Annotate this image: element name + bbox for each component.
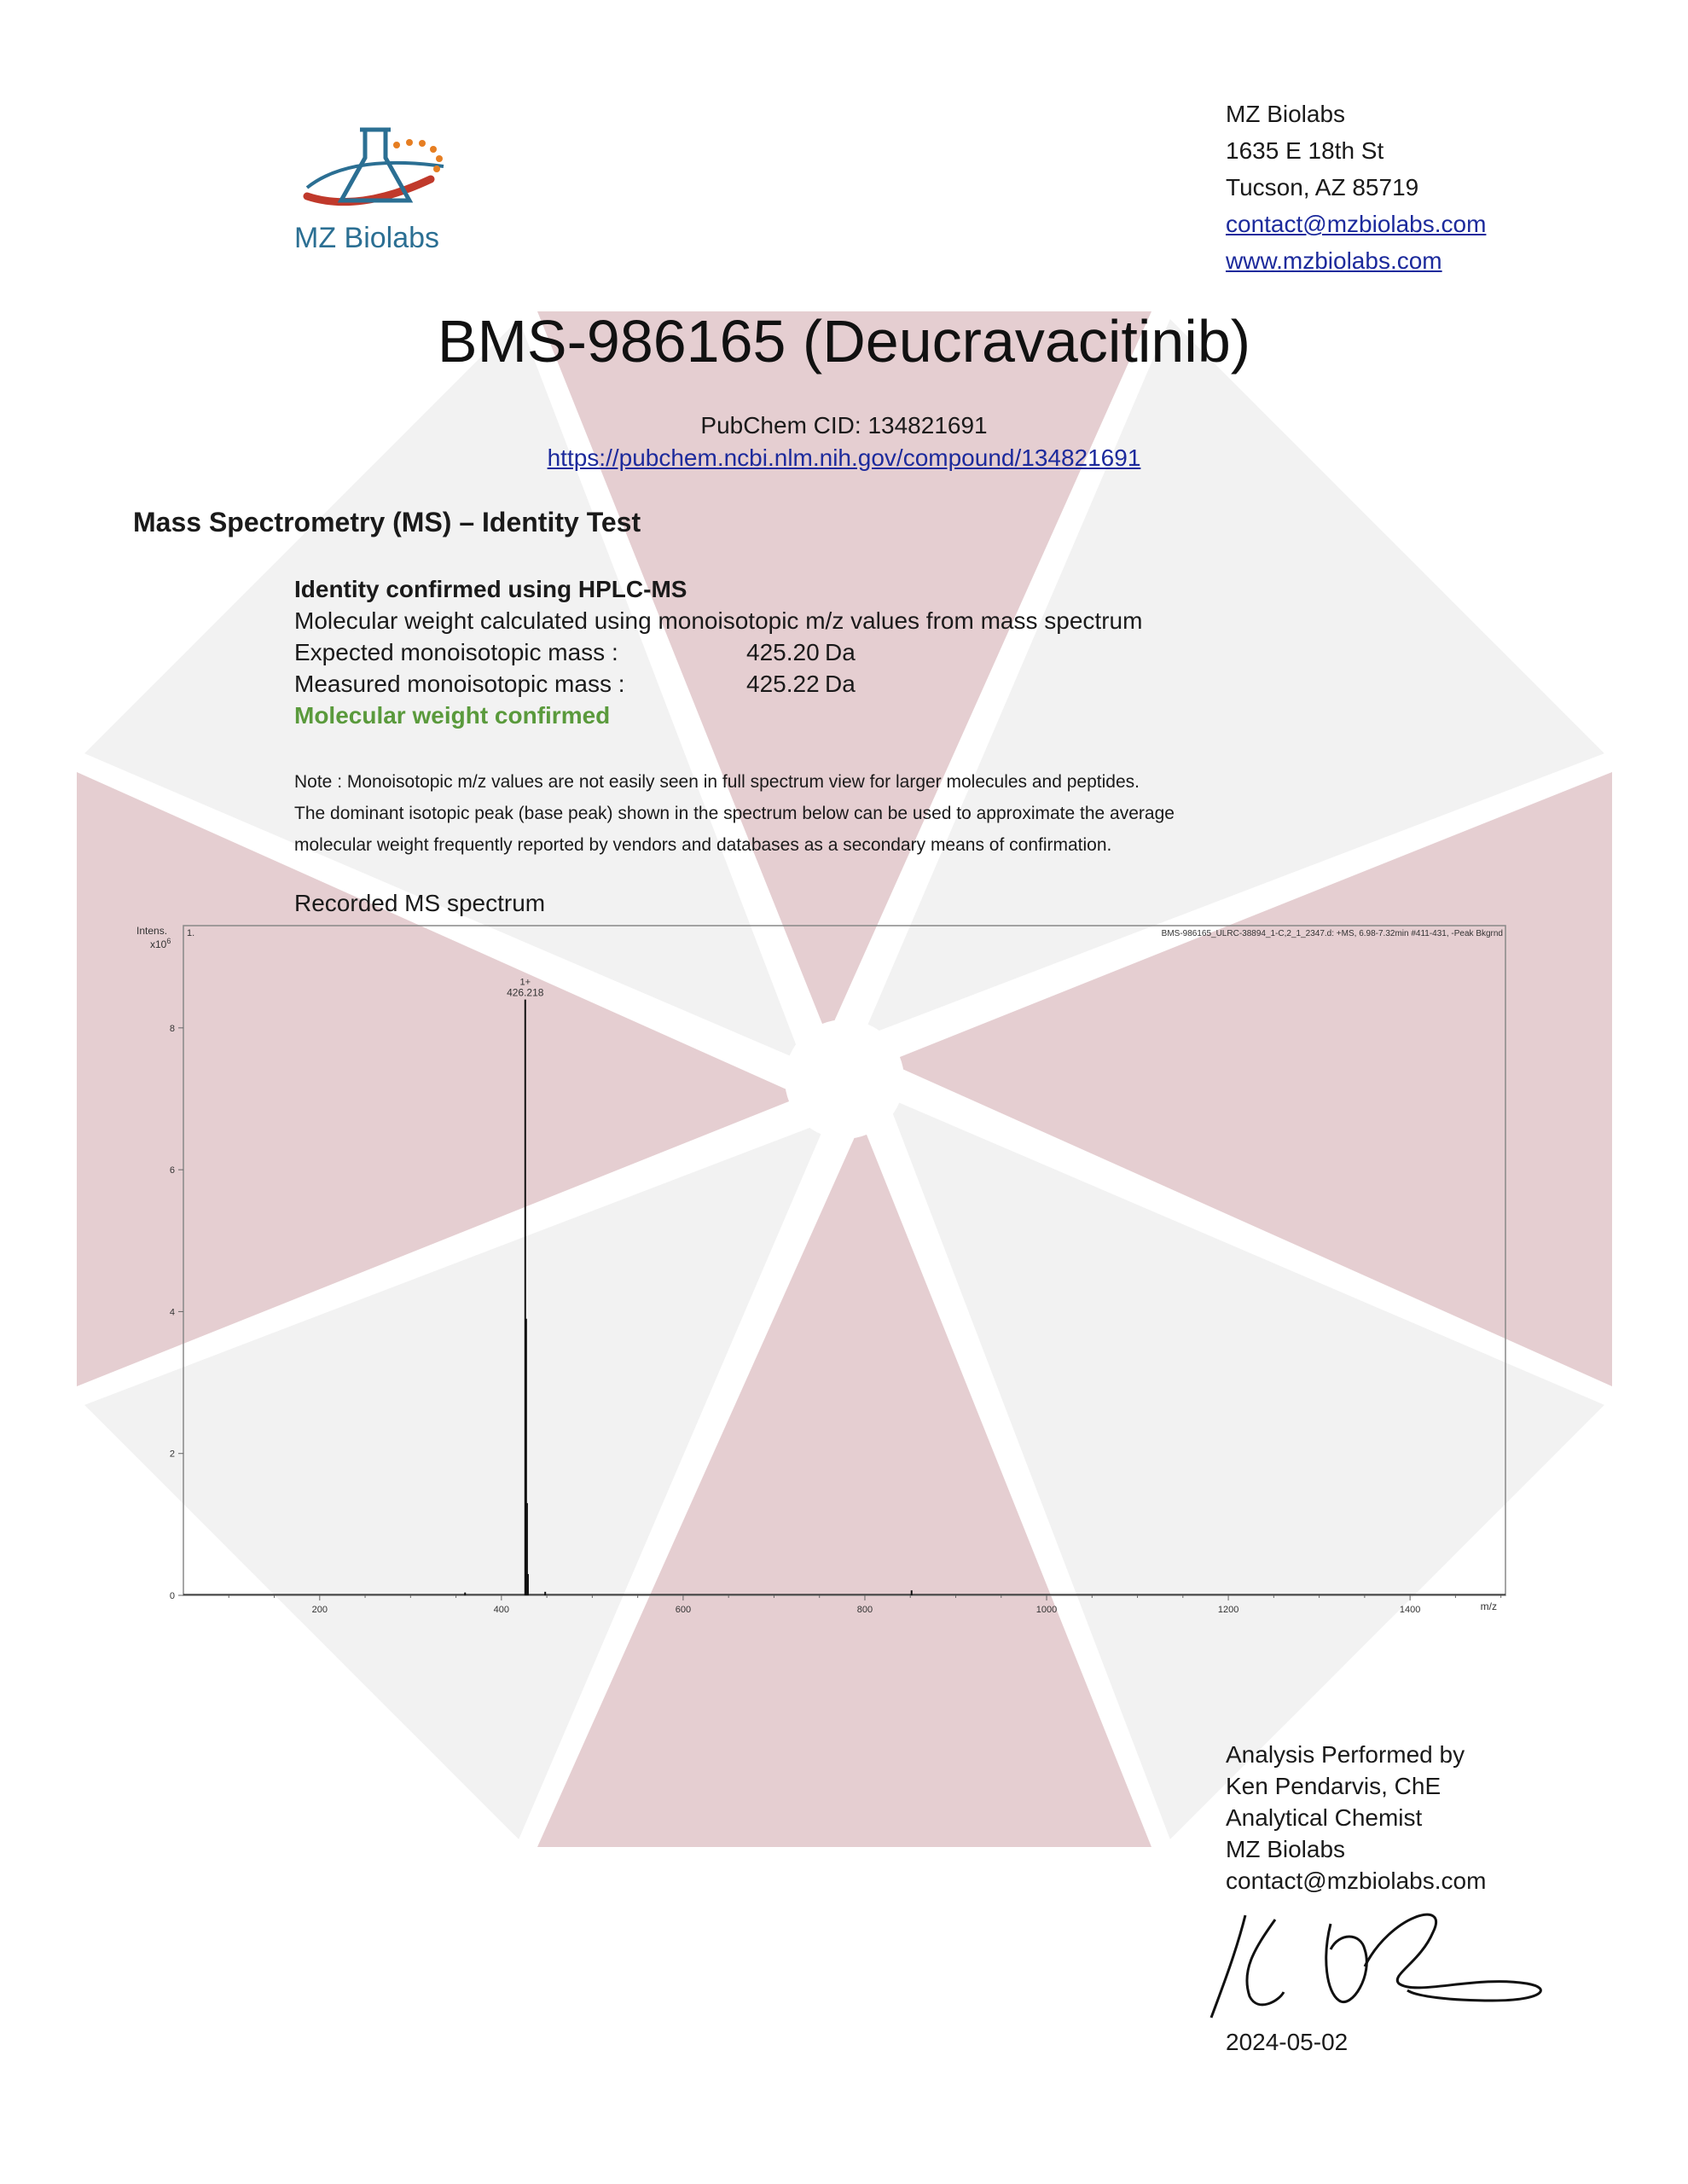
note-line: The dominant isotopic peak (base peak) shown in the spectrum below can be used to approximate the average [294, 804, 1175, 823]
panel-index: 1. [187, 928, 195, 938]
section-title: Mass Spectrometry (MS) – Identity Test [133, 507, 641, 537]
company-address [1226, 96, 1486, 279]
y-axis-scale-base: x10 [150, 938, 167, 950]
company-name: MZ Biolabs [1226, 101, 1346, 127]
spectrum-header: BMS-986165_ULRC-38894_1-C,2_1_2347.d: +MS, 6.98-7.32min #411-431, -Peak Bkgrnd [1161, 929, 1503, 938]
expected-mass-unit: Da [825, 639, 856, 665]
x-tick-label: 200 [311, 1605, 328, 1612]
x-tick-label: 1000 [1035, 1605, 1058, 1612]
y-tick-label: 4 [169, 1307, 175, 1318]
expected-mass-value: 425.20 [746, 639, 820, 665]
signature-image [1203, 1898, 1561, 2026]
plot-frame [183, 926, 1505, 1595]
email-link[interactable]: contact@mzbiolabs.com [1226, 211, 1487, 237]
ms-spectrum-chart [128, 917, 1510, 1612]
pubchem-cid: PubChem CID: 134821691 [700, 412, 988, 439]
pubchem-reference [0, 410, 1688, 474]
y-axis-label: Intens. [136, 925, 168, 937]
x-tick-label: 1200 [1217, 1605, 1239, 1612]
x-axis-label: m/z [1480, 1600, 1497, 1612]
measured-mass-value: 425.22 [746, 671, 820, 697]
y-tick-label: 2 [169, 1449, 175, 1460]
flask-icon [281, 119, 478, 222]
x-tick-label: 400 [493, 1605, 510, 1612]
y-tick-label: 6 [169, 1165, 175, 1176]
x-tick-label: 1400 [1399, 1605, 1421, 1612]
measured-mass-unit: Da [825, 671, 856, 697]
analyst-name: Ken Pendarvis, ChE [1226, 1773, 1441, 1799]
analyst-role: Analytical Chemist [1226, 1804, 1423, 1831]
peak-charge-label: 1+ [519, 977, 531, 988]
method-line: Identity confirmed using HPLC-MS [294, 576, 687, 602]
analyst-email: contact@mzbiolabs.com [1226, 1867, 1487, 1894]
analysis-signoff [1226, 1739, 1486, 1896]
pubchem-link[interactable]: https://pubchem.ncbi.nlm.nih.gov/compound/134821691 [547, 444, 1141, 471]
x-tick-label: 800 [856, 1605, 873, 1612]
spectrum-label: Recorded MS spectrum [294, 890, 546, 916]
y-axis-scale [150, 937, 171, 950]
x-tick-label: 600 [675, 1605, 692, 1612]
street-address: 1635 E 18th St [1226, 137, 1384, 164]
measured-mass-row [294, 668, 1142, 700]
identity-results [294, 573, 1142, 731]
company-logo [281, 119, 478, 264]
note-block [294, 766, 1175, 861]
signoff-heading: Analysis Performed by [1226, 1741, 1465, 1768]
result-confirmation: Molecular weight confirmed [294, 702, 611, 729]
y-tick-label: 0 [169, 1591, 175, 1601]
signoff-date: 2024-05-02 [1226, 2029, 1349, 2055]
peak-mz-label: 426.218 [507, 986, 544, 999]
expected-mass-label: Expected monoisotopic mass : [294, 639, 618, 665]
measured-mass-label: Measured monoisotopic mass : [294, 671, 625, 697]
city-state-zip: Tucson, AZ 85719 [1226, 174, 1419, 200]
website-link[interactable]: www.mzbiolabs.com [1226, 247, 1442, 274]
compound-title: BMS-986165 (Deucravacitinib) [437, 308, 1251, 375]
logo-wordmark: MZ Biolabs [294, 222, 440, 254]
y-tick-label: 8 [169, 1023, 175, 1034]
analyst-company: MZ Biolabs [1226, 1836, 1346, 1862]
description-line: Molecular weight calculated using monoisotopic m/z values from mass spectrum [294, 607, 1143, 634]
note-line: Note : Monoisotopic m/z values are not easily seen in full spectrum view for larger molecules and peptides. [294, 772, 1140, 792]
note-line: molecular weight frequently reported by vendors and databases as a secondary means of confirmation. [294, 835, 1112, 855]
expected-mass-row [294, 636, 1142, 668]
y-axis-scale-exponent: 6 [166, 937, 171, 945]
